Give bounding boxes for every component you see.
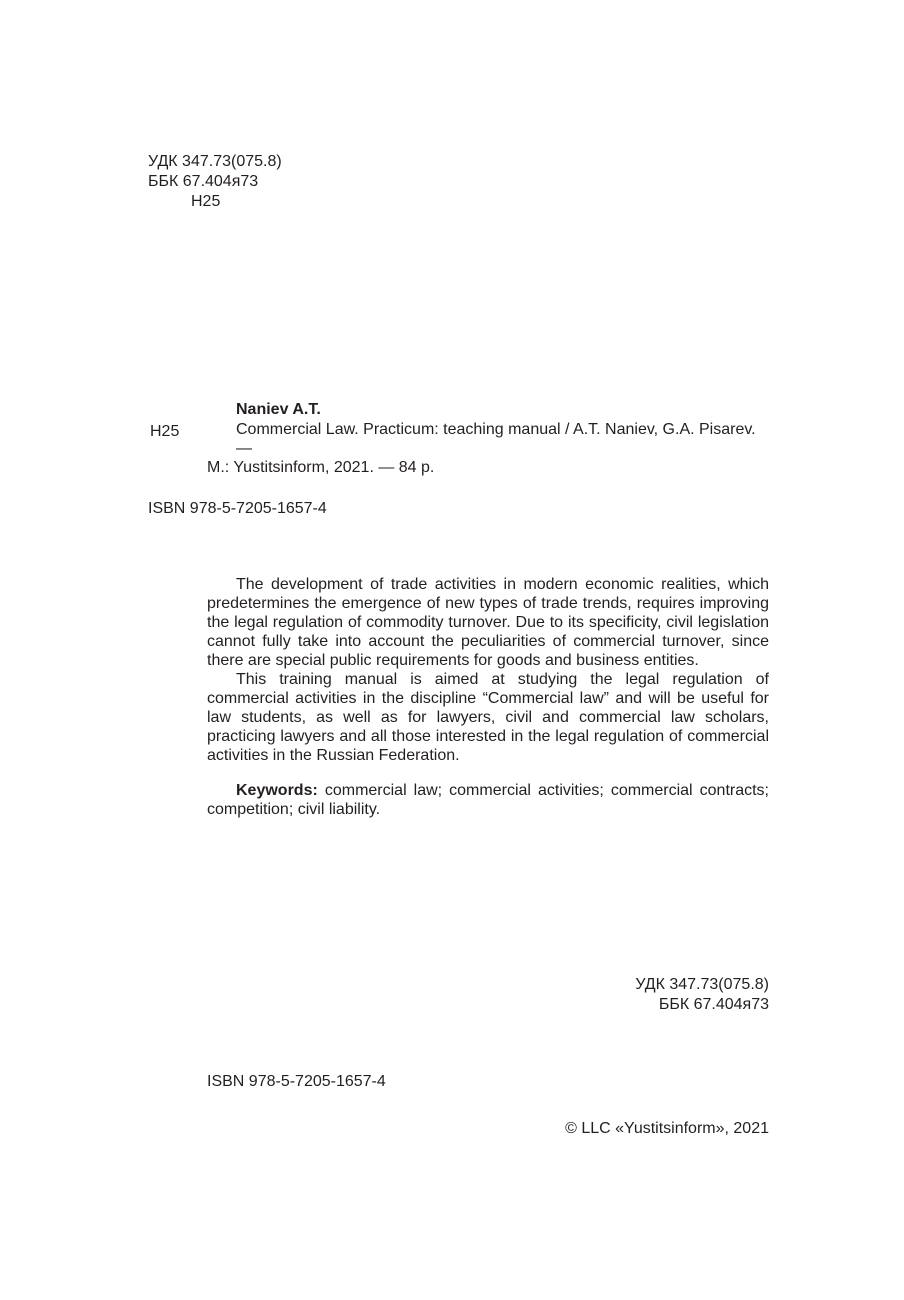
abstract-paragraph-2: This training manual is aimed at studying the legal regulation of commercial activities in the discipline “Commercial law” and will be useful for law students, as well as for lawyers, civil and commercial law scholars, practicing lawyers and all those interested in the legal regulation of commercial activities in the Russian Federation. (207, 671, 769, 764)
bibliographic-description (207, 420, 769, 477)
keywords-text: commercial law; commercial activities; commercial contracts; competition; civil liability. (207, 782, 770, 818)
bibliographic-line-1: Commercial Law. Practicum: teaching manual / A.T. Naniev, G.A. Pisarev. — (236, 421, 756, 457)
author-name: Naniev A.T. (236, 401, 321, 418)
isbn-bottom: ISBN 978-5-7205-1657-4 (207, 1073, 386, 1090)
bibliographic-line-2: M.: Yustitsinform, 2021. — 84 p. (207, 459, 435, 476)
bbk-code-bottom: ББК 67.404я73 (658, 996, 769, 1013)
keywords (207, 781, 769, 819)
udk-code-bottom: УДК 347.73(075.8) (635, 976, 769, 993)
abstract (207, 575, 769, 765)
author-mark-side: Н25 (150, 423, 180, 440)
copyright: © LLC «Yustitsinform», 2021 (565, 1120, 769, 1137)
udk-code: УДК 347.73(075.8) (148, 153, 282, 170)
keywords-paragraph (207, 781, 769, 819)
classification-codes-top (148, 152, 282, 212)
abstract-paragraph-1: The development of trade activities in modern economic realities, which predetermines the emergence of new types of trade trends, requires improving the legal regulation of commodity turnover. Due to its specificity, civil legislation cannot fully take into account the peculiarities of commercial turnover, since there are special public requirements for goods and business entities. (207, 576, 769, 669)
classification-codes-bottom (635, 975, 769, 1015)
author-mark: Н25 (191, 193, 221, 210)
bbk-code: ББК 67.404я73 (148, 173, 259, 190)
isbn-top: ISBN 978-5-7205-1657-4 (148, 500, 327, 517)
keywords-label: Keywords: (236, 782, 318, 799)
